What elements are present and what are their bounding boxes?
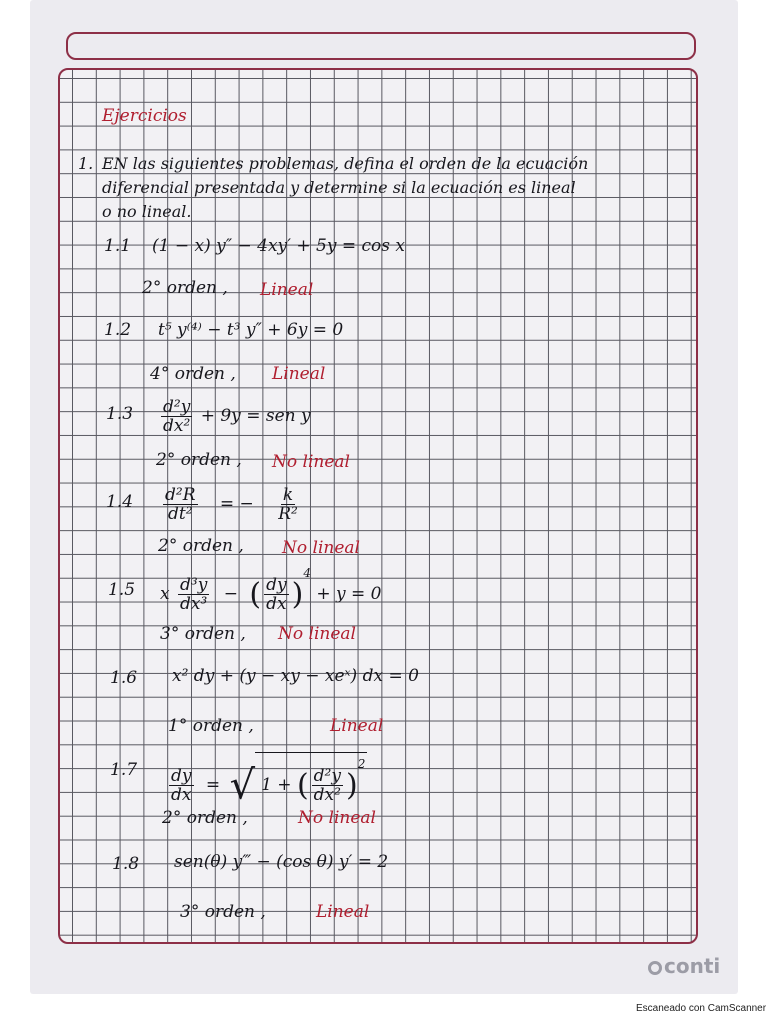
- order-label: 3° orden ,: [180, 902, 266, 922]
- fraction-denominator: R²: [278, 504, 298, 524]
- brand-logo: [648, 954, 720, 978]
- equation-part: 1 +: [261, 775, 292, 795]
- fraction-numerator: k: [282, 485, 294, 505]
- type-label: Lineal: [316, 902, 370, 922]
- intro-line-3: o no lineal.: [102, 202, 192, 221]
- exercise-number: 1.1: [104, 236, 132, 256]
- equation-part: x: [160, 584, 170, 604]
- order-label: 2° orden ,: [158, 536, 244, 556]
- fraction-numerator: d²y: [313, 766, 341, 786]
- exponent: 2: [357, 757, 366, 771]
- equation: x² dy + (y − xy − xeˣ) dx = 0: [172, 666, 419, 686]
- type-label: No lineal: [282, 538, 360, 558]
- fraction: [276, 486, 300, 523]
- order-label: 4° orden ,: [150, 364, 236, 384]
- equation: (1 − x) y″ − 4xy′ + 5y = cos x: [152, 236, 405, 256]
- radicand: [255, 752, 367, 804]
- exercise-number: 1.8: [112, 854, 140, 874]
- equation: [160, 566, 381, 613]
- intro-number: 1.: [78, 154, 94, 173]
- equation: [158, 398, 311, 435]
- right-paren: ): [291, 577, 304, 612]
- left-paren: (: [296, 768, 309, 803]
- exercise-number: 1.2: [104, 320, 132, 340]
- brand-logo-text: conti: [664, 954, 721, 978]
- order-label: 2° orden ,: [156, 450, 242, 470]
- equation: sen(θ) y‴ − (cos θ) y′ = 2: [174, 852, 389, 872]
- order-label: 2° orden ,: [142, 278, 228, 298]
- type-label: No lineal: [298, 808, 376, 828]
- fraction-numerator: dy: [266, 575, 287, 595]
- equation-rest: + 9y = sen y: [200, 406, 311, 426]
- exercise-number: 1.6: [110, 668, 138, 688]
- fraction: [161, 398, 192, 435]
- equation: t⁵ y⁽⁴⁾ − t³ y″ + 6y = 0: [158, 320, 344, 340]
- exercise-number: 1.5: [108, 580, 136, 600]
- left-paren: (: [249, 577, 262, 612]
- fraction: [178, 576, 209, 613]
- heading: Ejercicios: [102, 106, 187, 126]
- equation-middle: =: [205, 775, 221, 795]
- fraction-denominator: dx³: [180, 594, 208, 614]
- exercise-number: 1.4: [106, 492, 134, 512]
- exponent: 4: [303, 566, 311, 580]
- fraction: [312, 767, 343, 804]
- header-band: [66, 32, 696, 60]
- type-label: No lineal: [272, 452, 350, 472]
- fraction-denominator: dx²: [313, 785, 341, 805]
- equation-middle: = −: [219, 494, 254, 514]
- order-label: 1° orden ,: [168, 716, 254, 736]
- type-label: Lineal: [330, 716, 384, 736]
- fraction: [163, 486, 198, 523]
- type-label: Lineal: [260, 280, 314, 300]
- equation: [166, 752, 367, 809]
- fraction-denominator: dx: [266, 594, 287, 614]
- type-label: No lineal: [278, 624, 356, 644]
- fraction: [264, 576, 289, 613]
- type-label: Lineal: [272, 364, 326, 384]
- intro-line-2: diferencial presentada y determine si la ecuación es lineal: [102, 178, 576, 197]
- fraction-numerator: dy: [171, 766, 192, 786]
- fraction-numerator: d²y: [163, 397, 191, 417]
- logo-icon: [648, 961, 662, 975]
- scanner-footer: Escaneado con CamScanner: [636, 1003, 767, 1014]
- equation-part: + y = 0: [316, 584, 382, 604]
- fraction-numerator: d²R: [165, 485, 196, 505]
- fraction-denominator: dt²: [167, 504, 193, 524]
- intro-line-1: EN las siguientes problemas, defina el orden de la ecuación: [102, 154, 589, 173]
- fraction-numerator: d³y: [180, 575, 208, 595]
- exercise-number: 1.7: [110, 760, 138, 780]
- equation: [160, 486, 303, 523]
- fraction: [169, 767, 194, 804]
- right-paren: ): [345, 768, 358, 803]
- exercise-number: 1.3: [106, 404, 134, 424]
- fraction-denominator: dx²: [163, 416, 191, 436]
- fraction-denominator: dx: [171, 785, 192, 805]
- order-label: 3° orden ,: [160, 624, 246, 644]
- equation-part: −: [223, 584, 238, 604]
- radical-sign: √: [229, 762, 256, 809]
- order-label: 2° orden ,: [162, 808, 248, 828]
